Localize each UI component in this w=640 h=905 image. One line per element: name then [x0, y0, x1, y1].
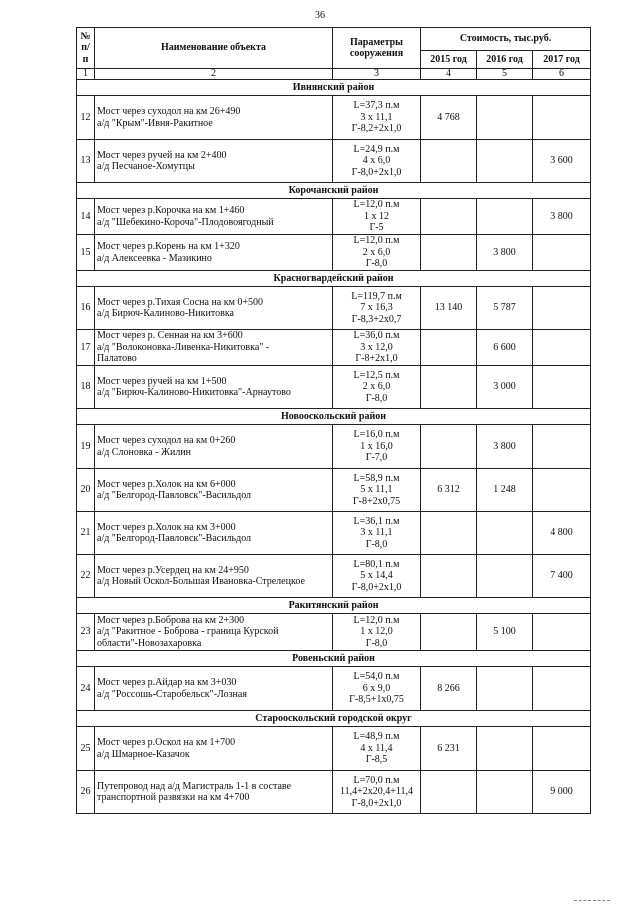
district-name: Ракитянский район	[77, 598, 591, 614]
table-row	[77, 614, 591, 651]
cost-2015: 13 140	[421, 287, 477, 330]
param-line: L=119,7 п.м	[351, 290, 402, 302]
header-name: Наименование объекта	[95, 28, 333, 69]
cost-2015	[421, 771, 477, 814]
cost-2015	[421, 425, 477, 469]
param-line: Г-8,3+2х0,7	[351, 313, 402, 325]
header-year-2016: 2016 год	[477, 51, 533, 69]
row-number: 14	[77, 199, 95, 235]
table-row	[77, 512, 591, 555]
header-params: Параметры сооружения	[333, 28, 421, 69]
object-name-line: а/д Шмарное-Казачок	[97, 748, 190, 760]
object-name-line: а/д Слоновка - Жилин	[97, 446, 192, 458]
cost-2017: 4 800	[533, 512, 591, 555]
param-line: 5 х 14,4	[360, 570, 393, 582]
district-name: Красногвардейский район	[77, 271, 591, 287]
district-row	[77, 271, 591, 287]
table-row	[77, 330, 591, 366]
object-params	[333, 425, 421, 469]
cost-2017: 7 400	[533, 555, 591, 598]
cost-2015	[421, 512, 477, 555]
row-number: 18	[77, 366, 95, 409]
row-number: 26	[77, 771, 95, 814]
param-line: 6 х 9,0	[362, 682, 391, 694]
row-number: 25	[77, 727, 95, 771]
district-name: Ивнянский район	[77, 80, 591, 96]
object-name-line: транспортной развязки на км 4+700	[97, 792, 250, 803]
object-name-line: а/д Алексеевка - Мазикино	[97, 252, 212, 264]
index-cell: 3	[333, 69, 421, 80]
table-row	[77, 96, 591, 140]
param-line: Г-8,0	[365, 392, 388, 404]
param-line: L=12,5 п.м	[353, 369, 400, 381]
param-line: Г-8,0	[365, 637, 388, 649]
cost-2015: 6 231	[421, 727, 477, 771]
object-name-line: Мост через р.Оскол на км 1+700	[97, 737, 236, 748]
table-row	[77, 771, 591, 814]
district-name: Старооскольский городской округ	[77, 711, 591, 727]
object-name	[95, 512, 333, 555]
table-row	[77, 469, 591, 512]
object-name	[95, 667, 333, 711]
object-name	[95, 614, 333, 651]
param-line: Г-8,0+2х1,0	[351, 581, 402, 593]
param-line: 11,4+2х20,4+11,4	[339, 786, 414, 798]
row-number: 12	[77, 96, 95, 140]
object-params	[333, 366, 421, 409]
object-name-line: а/д "Белгород-Павловск"-Васильдол	[97, 490, 252, 501]
cost-2016	[477, 771, 533, 814]
object-params	[333, 330, 421, 366]
param-line: 3 х 11,1	[360, 527, 393, 539]
object-name-line: а/д "Крым"-Ивня-Ракитное	[97, 117, 213, 129]
param-line: 4 х 6,0	[362, 155, 391, 167]
object-name-line: Мост через р.Тихая Сосна на км 0+500	[97, 296, 264, 308]
param-line: L=36,1 п.м	[353, 515, 400, 527]
object-params	[333, 667, 421, 711]
object-params	[333, 287, 421, 330]
cost-2015: 6 312	[421, 469, 477, 512]
param-line: L=12,0 п.м	[353, 614, 400, 626]
cost-2017	[533, 287, 591, 330]
row-number: 19	[77, 425, 95, 469]
cost-2016: 6 600	[477, 330, 533, 366]
object-name-line: Мост через ручей на км 2+400	[97, 149, 227, 161]
cost-2015	[421, 614, 477, 651]
object-name-line: Мост через суходол на км 0+260	[97, 435, 236, 446]
param-line: 2 х 6,0	[362, 246, 391, 258]
table-row	[77, 667, 591, 711]
cost-2015	[421, 235, 477, 271]
row-number: 17	[77, 330, 95, 366]
cost-2016: 1 248	[477, 469, 533, 512]
cost-2017	[533, 469, 591, 512]
cost-2017: 3 600	[533, 140, 591, 183]
cost-2016: 5 787	[477, 287, 533, 330]
cost-2015	[421, 366, 477, 409]
district-row	[77, 183, 591, 199]
cost-2015	[421, 140, 477, 183]
param-line: L=12,0 п.м	[353, 199, 400, 211]
object-params	[333, 96, 421, 140]
row-number: 13	[77, 140, 95, 183]
object-name	[95, 555, 333, 598]
cost-2017	[533, 235, 591, 271]
param-line: 2 х 6,0	[362, 381, 391, 393]
param-line: L=24,9 п.м	[353, 143, 400, 155]
table-row	[77, 287, 591, 330]
cost-2016	[477, 512, 533, 555]
cost-2017	[533, 366, 591, 409]
object-name-line: а/д "Россошь-Старобельск"-Лозная	[97, 688, 247, 700]
header-cost: Стоимость, тыс.руб.	[421, 28, 591, 51]
param-line: Г-7,0	[365, 452, 388, 464]
cost-2017	[533, 614, 591, 651]
object-name	[95, 330, 333, 366]
param-line: Г-8,2+2х1,0	[351, 123, 402, 135]
cost-2016	[477, 199, 533, 235]
param-line: 1 х 12	[364, 210, 389, 222]
header-num: № п/п	[77, 28, 95, 69]
district-name: Ровеньский район	[77, 651, 591, 667]
object-params	[333, 614, 421, 651]
cost-2017: 9 000	[533, 771, 591, 814]
cost-2016: 3 800	[477, 425, 533, 469]
cost-2016: 5 100	[477, 614, 533, 651]
cost-2015: 4 768	[421, 96, 477, 140]
object-name-line: Мост через р.Айдар на км 3+030	[97, 677, 237, 688]
param-line: 4 х 11,4	[360, 742, 393, 754]
object-name-line: а/д "Белгород-Павловск"-Васильдол	[97, 533, 252, 544]
cost-2016	[477, 667, 533, 711]
cost-2017	[533, 425, 591, 469]
param-line: L=58,9 п.м	[353, 472, 400, 484]
object-name-line: а/д "Ракитное - Боброва - граница Курской	[97, 626, 279, 638]
object-name-line: Палатово	[97, 353, 137, 365]
row-number: 15	[77, 235, 95, 271]
object-name-line: области"-Новозахаровка	[97, 637, 202, 649]
row-number: 22	[77, 555, 95, 598]
district-name: Новооскольский район	[77, 409, 591, 425]
row-number: 23	[77, 614, 95, 651]
district-row	[77, 711, 591, 727]
param-line: L=70,0 п.м	[353, 774, 400, 786]
cost-2016	[477, 140, 533, 183]
table-row	[77, 199, 591, 235]
district-row	[77, 80, 591, 96]
table-row	[77, 366, 591, 409]
param-line: L=36,0 п.м	[353, 330, 400, 342]
cost-2016	[477, 727, 533, 771]
district-row	[77, 651, 591, 667]
param-line: 7 х 16,3	[360, 302, 393, 314]
object-name-line: Мост через р.Боброва на км 2+300	[97, 614, 245, 626]
param-line: 1 х 12,0	[360, 626, 393, 638]
cost-2017	[533, 727, 591, 771]
row-number: 16	[77, 287, 95, 330]
param-line: 5 х 11,1	[360, 484, 393, 496]
param-line: L=80,1 п.м	[353, 558, 400, 570]
object-params	[333, 235, 421, 271]
param-line: L=37,3 п.м	[353, 100, 400, 112]
cost-2016: 3 000	[477, 366, 533, 409]
object-params	[333, 140, 421, 183]
param-line: L=48,9 п.м	[353, 731, 400, 743]
object-name-line: а/д Песчаное-Хомутцы	[97, 161, 195, 172]
object-name	[95, 727, 333, 771]
param-line: Г-8,5	[365, 754, 388, 766]
row-number: 21	[77, 512, 95, 555]
row-number: 20	[77, 469, 95, 512]
param-line: Г-5	[369, 222, 384, 234]
row-number: 24	[77, 667, 95, 711]
param-line: L=12,0 п.м	[353, 235, 400, 247]
cost-2017: 3 800	[533, 199, 591, 235]
bridges-table	[76, 27, 591, 814]
object-name	[95, 140, 333, 183]
table-row	[77, 727, 591, 771]
param-line: 3 х 12,0	[360, 341, 393, 353]
index-cell: 4	[421, 69, 477, 80]
index-cell: 1	[77, 69, 95, 80]
param-line: 1 х 16,0	[360, 440, 393, 452]
cost-2015	[421, 199, 477, 235]
param-line: Г-8+2х0,75	[352, 495, 401, 507]
object-name-line: Мост через р.Холок на км 6+000	[97, 478, 236, 490]
header-year-2015: 2015 год	[421, 51, 477, 69]
object-name-line: Мост через р. Сенная на км 3+600	[97, 330, 243, 342]
object-name	[95, 425, 333, 469]
cost-2015	[421, 330, 477, 366]
object-name	[95, 235, 333, 271]
header-year-2017: 2017 год	[533, 51, 591, 69]
param-line: Г-8,5+1х0,75	[349, 694, 404, 706]
param-line: 3 х 11,1	[360, 111, 393, 123]
object-name	[95, 199, 333, 235]
object-params	[333, 771, 421, 814]
district-row	[77, 598, 591, 614]
table-row	[77, 235, 591, 271]
cost-2015: 8 266	[421, 667, 477, 711]
cost-2016	[477, 96, 533, 140]
cost-2016	[477, 555, 533, 598]
cost-2017	[533, 330, 591, 366]
param-line: Г-8,0	[365, 538, 388, 550]
table-row	[77, 555, 591, 598]
district-row	[77, 409, 591, 425]
object-name-line: Мост через р.Холок на км 3+000	[97, 521, 236, 533]
object-params	[333, 727, 421, 771]
object-name	[95, 366, 333, 409]
param-line: Г-8,0+2х1,0	[351, 797, 402, 809]
table-row	[77, 140, 591, 183]
object-name-line: Мост через суходол на км 26+490	[97, 106, 241, 117]
cost-2017	[533, 667, 591, 711]
object-name	[95, 469, 333, 512]
object-name-line: Мост через р.Усердец на км 24+950	[97, 564, 249, 576]
object-name-line: Путепровод над а/д Магистраль 1-1 в составе	[97, 780, 292, 792]
index-cell: 2	[95, 69, 333, 80]
object-name-line: а/д Бирюч-Калиново-Никитовка	[97, 308, 234, 319]
object-name-line: а/д "Шебекино-Короча"-Плодовоягодный	[97, 216, 274, 228]
object-name-line: Мост через р.Корень на км 1+320	[97, 241, 240, 252]
object-params	[333, 512, 421, 555]
param-line: L=16,0 п.м	[353, 429, 400, 441]
object-name	[95, 287, 333, 330]
column-index-row	[77, 69, 591, 80]
param-line: Г-8,0	[365, 258, 388, 270]
param-line: Г-8,0+2х1,0	[351, 166, 402, 178]
object-params	[333, 469, 421, 512]
cost-2017	[533, 96, 591, 140]
page-number: 36	[315, 10, 325, 21]
cost-2015	[421, 555, 477, 598]
index-cell: 6	[533, 69, 591, 80]
table-row	[77, 425, 591, 469]
object-name-line: а/д "Бирюч-Калиново-Никитовка"-Арнаутово	[97, 387, 291, 398]
district-name: Корочанский район	[77, 183, 591, 199]
object-params	[333, 555, 421, 598]
object-name-line: Мост через ручей на км 1+500	[97, 375, 227, 387]
object-name	[95, 96, 333, 140]
index-cell: 5	[477, 69, 533, 80]
cost-2016: 3 800	[477, 235, 533, 271]
object-name-line: а/д Новый Оскол-Большая Ивановка-Стрелецкое	[97, 576, 305, 587]
object-name-line: а/д "Волоконовка-Ливенка-Никитовка" -	[97, 341, 270, 353]
param-line: Г-8+2х1,0	[355, 353, 398, 365]
object-params	[333, 199, 421, 235]
object-name	[95, 771, 333, 814]
object-name-line: Мост через р.Корочка на км 1+460	[97, 205, 245, 216]
param-line: L=54,0 п.м	[353, 671, 400, 683]
page-edge-mark	[574, 900, 610, 901]
